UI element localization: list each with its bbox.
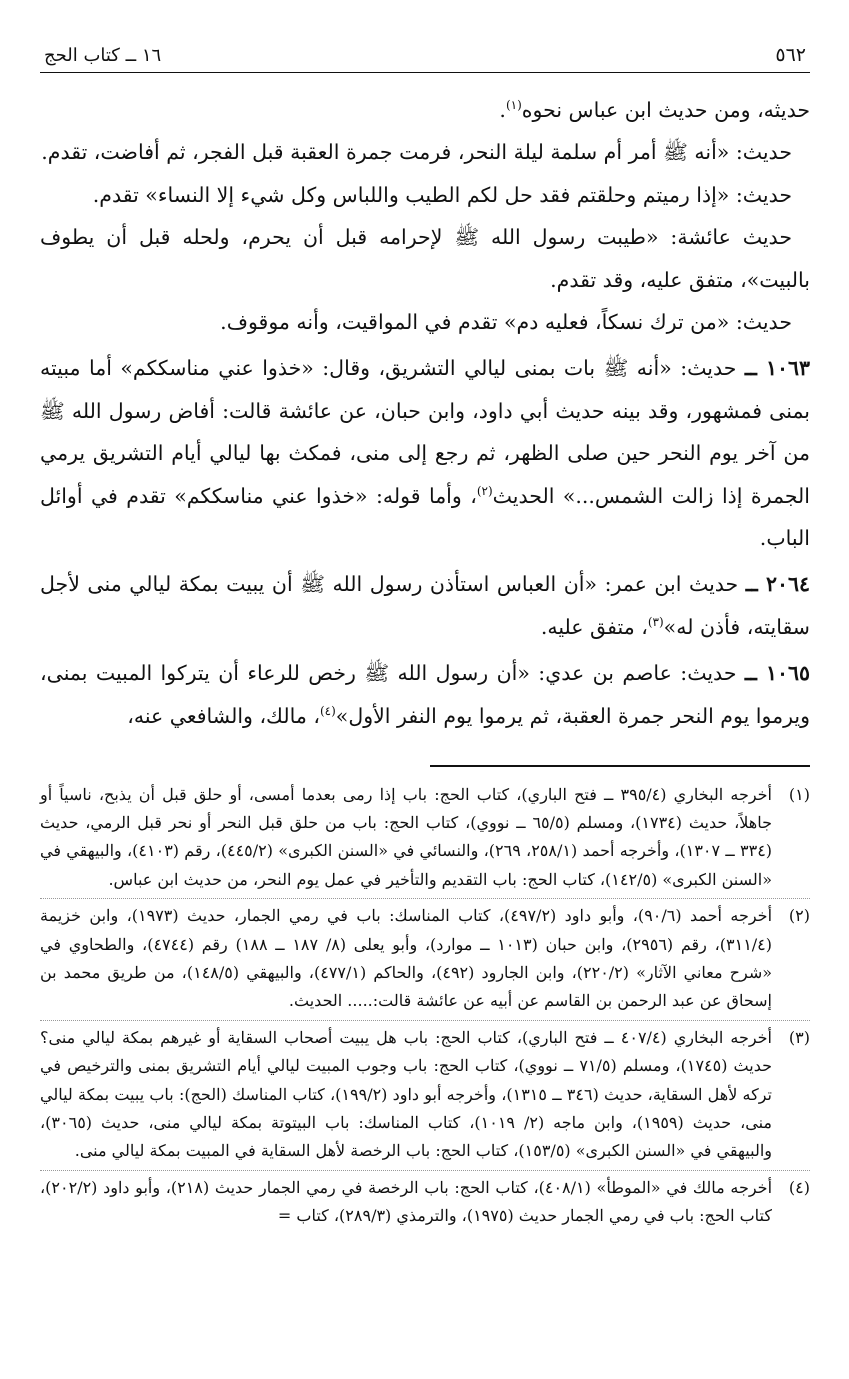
entry-number: ١٠٦٣ ــ xyxy=(744,356,811,381)
footnote-number: (٢) xyxy=(788,906,810,926)
footnote xyxy=(40,1170,810,1231)
footnote xyxy=(40,1020,810,1166)
footnote xyxy=(40,898,810,1016)
footnote-number: (٤) xyxy=(788,1177,810,1197)
hadith-entry: ١٠٦٣ ــ حديث: «أنه ﷺ بات بمنى ليالي التشريق، وقال: «خذوا عني مناسككم» أما مبيته بمنى فمشهور، وقد بينه حديث أبي داود، وابن حبان، عن عائشة قالت: أفاض رسول الله ﷺ من آخر يوم النحر حين صلى الظهر، ثم رجع إلى منى، فمكث بها ليالي أيام التشريق يرمي الجمرة إذا زالت الشمس...» الحديث$^{(٢)}$، وأما قوله: «خذوا عني مناسككم» تقدم في أوائل الباب. xyxy=(40,356,811,551)
footnote-number: (٣) xyxy=(788,1027,810,1047)
footnote xyxy=(40,781,810,895)
hadith-entry: ٢٠٦٤ ــ حديث ابن عمر: «أن العباس استأذن رسول الله ﷺ أن يبيت بمكة ليالي منى لأجل سقايته، فأذن له»$^{(٣)}$، متفق عليه. xyxy=(40,572,810,639)
footnotes xyxy=(40,781,810,1231)
running-header xyxy=(40,44,810,73)
footnote-text: أخرجه البخاري (٤٠٧/٤ ــ فتح الباري)، كتاب الحج: باب هل يبيت أصحاب السقاية أو غيرهم بمكة ليالي منى؟ حديث (١٧٤٥)، ومسلم (٧١/٥ ــ نووي)، كتاب الحج: باب وجوب المبيت ليالي أيام التشريق بمنى والترخيص في تركه لأهل السقاية، حديث (٣٤٦ ــ ١٣١٥)، وأخرجه أبو داود (١٩٩/٢)، كتاب المناسك (الحج): باب يبيت بمكة ليالي منى، حديث (١٩٥٩)، وابن ماجه (٢/ ١٠١٩)، كتاب المناسك: باب البيتوتة بمكة ليالي منى، حديث (٣٠٦٥)، والبيهقي في «السنن الكبرى» (١٥٣/٥)، كتاب الحج: باب الرخصة لأهل السقاية في المبيت بمكة ليالي منى. xyxy=(40,1027,773,1161)
paragraph: حديثه، ومن حديث ابن عباس نحوه$^{(١)}$. xyxy=(499,98,810,122)
footnote-separator xyxy=(430,765,810,767)
main-text xyxy=(40,89,810,737)
page-number: ٥٦٢ xyxy=(775,44,806,66)
paragraph: حديث: «من ترك نسكاً، فعليه دم» تقدم في المواقيت، وأنه موقوف. xyxy=(220,310,792,335)
footnote-text: أخرجه البخاري (٣٩٥/٤ ــ فتح الباري)، كتاب الحج: باب إذا رمى بعدما أمسى، أو حلق قبل أن يذبح، ناسياً أو جاهلاً، حديث (١٧٣٤)، ومسلم (٦٥/٥ ــ نووي)، كتاب الحج: باب من حلق قبل النحر أو نحر قبل الرمي، حديث (٣٣٤ ــ ١٣٠٧)، وأخرجه أحمد (٢٥٨/١، ٢٦٩)، والنسائي في «السنن الكبرى» (٤٤٥/٢)، رقم (٤١٠٣)، والبيهقي في «السنن الكبرى» (١٤٢/٥)، كتاب الحج: باب التقديم والتأخير في عمل يوم النحر، من حديث ابن عباس. xyxy=(40,784,773,889)
entry-number: ٢٠٦٤ ــ xyxy=(745,572,810,597)
chapter-title: ١٦ ــ كتاب الحج xyxy=(44,45,162,66)
paragraph: حديث عائشة: «طيبت رسول الله ﷺ لإحرامه قبل أن يحرم، ولحله قبل أن يطوف بالبيت»، متفق عليه، وقد تقدم. xyxy=(40,225,810,292)
hadith-entry: ١٠٦٥ ــ حديث: عاصم بن عدي: «أن رسول الله ﷺ رخص للرعاء أن يتركوا المبيت بمنى، ويرموا يوم النحر جمرة العقبة، ثم يرموا يوم النفر الأول»$^{(٤)}$، مالك، والشافعي عنه، xyxy=(40,661,810,728)
footnote-number: (١) xyxy=(788,784,810,804)
paragraph: حديث: «إذا رميتم وحلقتم فقد حل لكم الطيب واللباس وكل شيء إلا النساء» تقدم. xyxy=(92,182,792,207)
page xyxy=(40,44,810,1235)
footnote-text: أخرجه أحمد (٩٠/٦)، وأبو داود (٤٩٧/٢)، كتاب المناسك: باب في رمي الجمار، حديث (١٩٧٣)، وابن خزيمة (٣١١/٤)، رقم (٢٩٥٦)، وابن حبان (١٠١٣ ــ موارد)، وأبو يعلى (٨/ ١٨٧ ــ ١٨٨) رقم (٤٧٤٤)، والطحاوي في «شرح معاني الآثار» (٢٢٠/٢)، وابن الجارود (٤٩٢)، والحاكم (٤٧٧/١)، والبيهقي (١٤٨/٥)، من طريق محمد بن إسحاق عن عبد الرحمن بن القاسم عن أبيه عن عائشة قالت:..... الحديث. xyxy=(40,906,773,1011)
paragraph: حديث: «أنه ﷺ أمر أم سلمة ليلة النحر، فرمت جمرة العقبة قبل الفجر، ثم أفاضت، تقدم. xyxy=(41,140,792,165)
entry-number: ١٠٦٥ ــ xyxy=(744,661,810,686)
footnote-text: أخرجه مالك في «الموطأ» (٤٠٨/١)، كتاب الحج: باب الرخصة في رمي الجمار حديث (٢١٨)، وأبو داود (٢٠٢/٢)، كتاب الحج: باب في رمي الجمار حديث (١٩٧٥)، والترمذي (٢٨٩/٣)، كتاب = xyxy=(40,1177,773,1226)
